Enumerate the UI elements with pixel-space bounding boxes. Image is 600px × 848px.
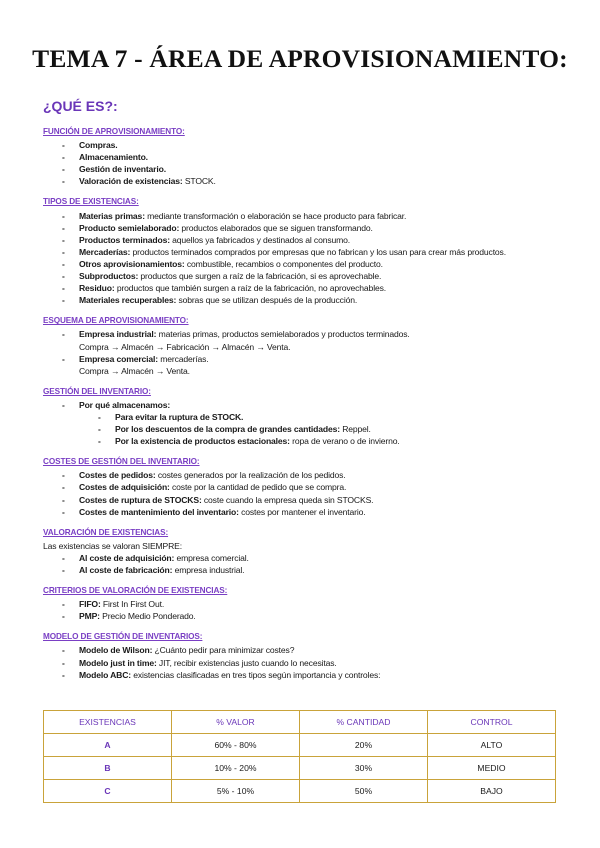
sub-list-item — [43, 411, 573, 423]
item-term: Otros aprovisionamientos: — [79, 258, 185, 269]
item-text: ¿Cuánto pedir para minimizar costes? — [152, 645, 295, 656]
table-cell: ALTO — [428, 734, 556, 757]
section-heading: FUNCIÓN DE APROVISIONAMIENTO: — [43, 127, 185, 136]
item-term: Residuo: — [79, 283, 115, 294]
item-text: productos que surgen a raíz de la fabricación, si es aprovechable. — [138, 271, 382, 282]
section — [43, 386, 573, 447]
flow-diagram: Compra → Almacén → Fabricación → Almacén → Venta. — [79, 341, 291, 352]
bullet-list — [43, 210, 573, 307]
item-text: mediante transformación o elaboración se hace producto para fabricar. — [144, 210, 407, 221]
item-text: JIT, recibir existencias justo cuando lo necesitas. — [156, 657, 337, 668]
table-cell: B — [44, 757, 172, 780]
list-item — [43, 610, 573, 622]
list-item — [43, 481, 573, 493]
list-item — [43, 469, 573, 481]
list-item — [43, 282, 573, 294]
section — [43, 456, 573, 517]
item-term: Modelo ABC: — [79, 669, 131, 680]
item-term: Costes de adquisición: — [79, 482, 170, 493]
table-cell: 5% - 10% — [172, 780, 300, 803]
list-item — [43, 506, 573, 518]
list-item — [43, 139, 573, 151]
item-text: combustible, recambios o componentes del producto. — [184, 258, 383, 269]
item-text: ropa de verano o de invierno. — [289, 436, 400, 447]
item-text: mercaderías. — [157, 353, 209, 364]
item-term: Empresa industrial: — [79, 329, 157, 340]
section-heading: GESTIÓN DEL INVENTARIO: — [43, 386, 151, 396]
bullet-list — [43, 598, 573, 622]
item-term: Valoración de existencias: — [79, 176, 183, 187]
section — [43, 126, 573, 187]
sub-list-item — [43, 423, 573, 435]
item-text: existencias clasificadas en tres tipos según importancia y controles: — [130, 669, 381, 680]
list-item — [43, 270, 573, 282]
list-item — [43, 552, 573, 564]
list-item — [43, 644, 573, 656]
bullet-list — [43, 139, 573, 187]
table-header-cell: EXISTENCIAS — [44, 711, 172, 734]
page-title: TEMA 7 - ÁREA DE APROVISIONAMIENTO: — [32, 44, 568, 73]
item-term: Al coste de adquisición: — [79, 552, 175, 563]
item-term: PMP: — [79, 611, 100, 622]
list-item — [43, 494, 573, 506]
list-item — [43, 163, 573, 175]
table-cell: 60% - 80% — [172, 734, 300, 757]
item-text: First In First Out. — [100, 599, 165, 610]
table-cell: 20% — [300, 734, 428, 757]
item-text: coste cuando la empresa queda sin STOCKS. — [201, 494, 374, 505]
item-term: Al coste de fabricación: — [79, 565, 173, 575]
table-header-cell: CONTROL — [428, 711, 556, 734]
item-text: STOCK. — [182, 176, 216, 187]
item-term: Costes de ruptura de STOCKS: — [79, 494, 202, 505]
item-term: Para evitar la ruptura de STOCK. — [115, 411, 244, 422]
sub-bullet-list — [79, 411, 573, 447]
list-item — [43, 151, 573, 163]
table-header-row — [44, 711, 556, 734]
section-heading: TIPOS DE EXISTENCIAS: — [43, 197, 139, 207]
item-text: Reppel. — [339, 424, 371, 435]
list-item — [43, 234, 573, 246]
section — [43, 585, 573, 622]
table-row — [44, 757, 556, 780]
table-row — [44, 734, 556, 757]
list-item — [43, 246, 573, 258]
item-text: coste por la cantidad de pedido que se compra. — [169, 482, 347, 493]
item-term: Por qué almacenamos: — [79, 399, 171, 410]
flow-diagram: Compra → Almacén → Venta. — [79, 365, 190, 376]
item-term: Almacenamiento. — [79, 152, 148, 163]
section — [43, 631, 573, 680]
item-term: Por los descuentos de la compra de grandes cantidades: — [115, 424, 340, 435]
bullet-list — [43, 328, 573, 376]
section — [43, 527, 573, 576]
list-item — [43, 222, 573, 234]
item-term: Costes de pedidos: — [79, 470, 156, 481]
item-text: materias primas, productos semielaborados y productos terminados. — [156, 329, 410, 340]
item-term: Modelo just in time: — [79, 657, 157, 668]
list-item — [43, 210, 573, 222]
table-header-cell: % CANTIDAD — [300, 711, 428, 734]
item-text: Precio Medio Ponderado. — [99, 611, 196, 622]
table-cell: 10% - 20% — [172, 757, 300, 780]
item-term: Por la existencia de productos estacionales: — [115, 436, 290, 447]
bullet-list — [43, 552, 573, 576]
list-item — [43, 294, 573, 306]
item-text: productos terminados comprados por empresas que no fabrican y los usan para crear más productos. — [130, 246, 506, 257]
item-term: FIFO: — [79, 599, 101, 610]
section-heading: ESQUEMA DE APROVISIONAMIENTO: — [43, 316, 189, 326]
document-body — [43, 126, 573, 690]
item-text: empresa comercial. — [174, 552, 249, 563]
table-row — [44, 780, 556, 803]
item-text: productos elaborados que se siguen transformando. — [179, 222, 373, 233]
list-item — [43, 598, 573, 610]
item-term: Gestión de inventario. — [79, 164, 166, 175]
bullet-list — [43, 399, 573, 447]
section-heading: CRITERIOS DE VALORACIÓN DE EXISTENCIAS: — [43, 586, 228, 596]
section-heading: MODELO DE GESTIÓN DE INVENTARIOS: — [43, 632, 203, 642]
item-term: Mercaderías: — [79, 246, 131, 257]
list-item — [43, 175, 573, 187]
item-text: sobras que se utilizan después de la producción. — [176, 295, 358, 306]
list-item — [43, 353, 573, 377]
bullet-list — [43, 469, 573, 517]
list-item — [43, 657, 573, 669]
list-item — [43, 669, 573, 681]
section-question: ¿QUÉ ES?: — [43, 98, 118, 114]
item-term: Producto semielaborado: — [79, 222, 180, 233]
table-header-cell: % VALOR — [172, 711, 300, 734]
item-term: Empresa comercial: — [79, 353, 158, 364]
table-cell: 30% — [300, 757, 428, 780]
section-heading: COSTES DE GESTIÓN DEL INVENTARIO: — [43, 457, 200, 467]
section-intro: Las existencias se valoran SIEMPRE: — [43, 540, 182, 551]
section — [43, 315, 573, 376]
abc-table — [43, 710, 556, 803]
table-cell: MEDIO — [428, 757, 556, 780]
table-cell: A — [44, 734, 172, 757]
item-term: Materiales recuperables: — [79, 295, 177, 306]
item-text: empresa industrial. — [172, 565, 245, 575]
section-heading: VALORACIÓN DE EXISTENCIAS: — [43, 527, 169, 537]
list-item — [43, 258, 573, 270]
item-text: productos que también surgen a raíz de la fabricación, no aprovechables. — [114, 283, 386, 294]
item-term: Modelo de Wilson: — [79, 645, 153, 656]
list-item — [43, 328, 573, 352]
bullet-list — [43, 644, 573, 680]
item-term: Costes de mantenimiento del inventario: — [79, 506, 239, 517]
table-cell: C — [44, 780, 172, 803]
item-term: Productos terminados: — [79, 234, 170, 245]
sub-list-item — [43, 435, 573, 447]
table-cell: 50% — [300, 780, 428, 803]
item-text: costes generados por la realización de los pedidos. — [155, 470, 346, 481]
list-item — [43, 564, 573, 576]
table-cell: BAJO — [428, 780, 556, 803]
item-term: Subproductos: — [79, 271, 139, 282]
section — [43, 196, 573, 306]
item-term: Materias primas: — [79, 210, 145, 221]
item-text: costes por mantener el inventario. — [238, 506, 366, 517]
item-term: Compras. — [79, 140, 118, 151]
list-item — [43, 399, 573, 447]
item-text: aquellos ya fabricados y destinados al consumo. — [169, 234, 350, 245]
